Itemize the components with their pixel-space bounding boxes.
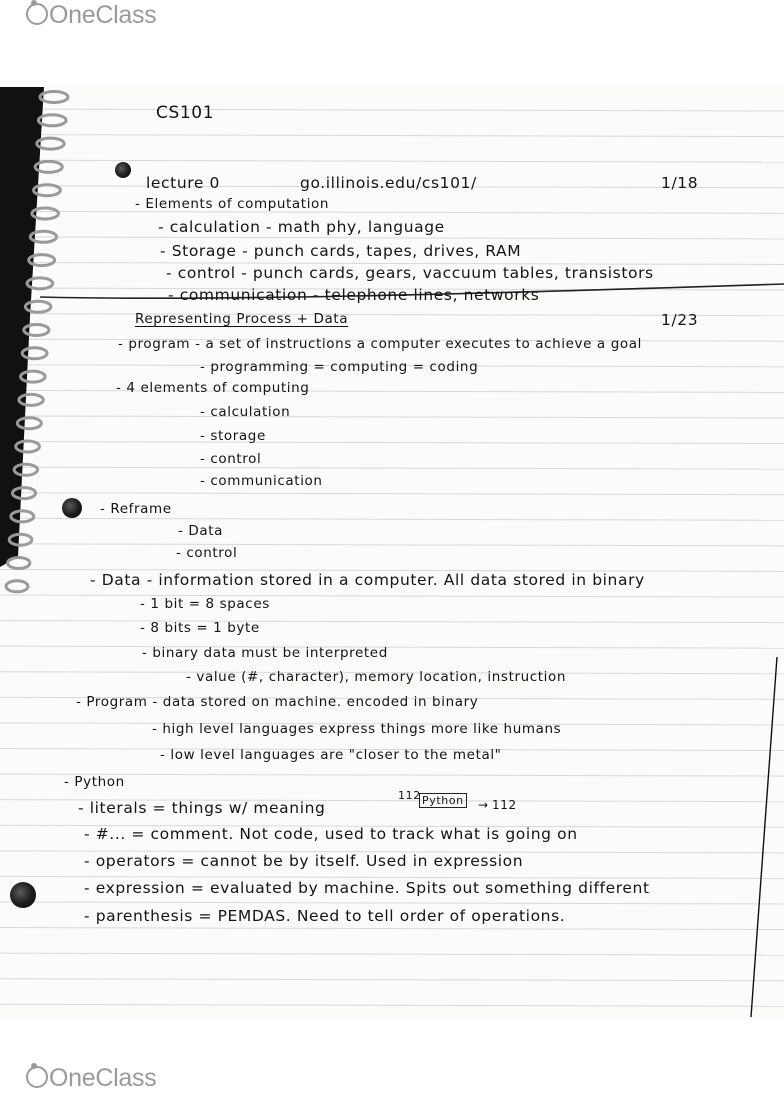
binary-line: - binary data must be interpreted bbox=[142, 645, 388, 661]
lecture0-item: - Storage - punch cards, tapes, drives, RAM bbox=[160, 242, 522, 260]
ruled-line bbox=[0, 211, 784, 213]
lecture0-item: - control - punch cards, gears, vaccuum tables, transistors bbox=[166, 264, 654, 282]
ruled-line bbox=[0, 467, 784, 469]
ruled-line bbox=[0, 544, 784, 546]
spiral-ring bbox=[37, 138, 64, 149]
bit-line: - 1 bit = 8 spaces bbox=[140, 596, 270, 612]
low-level-line: - low level languages are "closer to the metal" bbox=[160, 747, 502, 763]
expression-line: - expression = evaluated by machine. Spits out something different bbox=[84, 879, 650, 897]
course-title: CS101 bbox=[156, 103, 215, 123]
ruled-line bbox=[0, 109, 784, 111]
punch-hole-middle bbox=[62, 498, 82, 518]
element-item: - communication bbox=[200, 473, 323, 489]
literal-example-output: 112 bbox=[492, 798, 517, 812]
operators-line: - operators = cannot be by itself. Used in expression bbox=[84, 852, 524, 870]
oneclass-logo-icon bbox=[26, 1066, 48, 1088]
element-item: - calculation bbox=[200, 404, 291, 420]
ruled-line bbox=[0, 160, 784, 162]
literals-line: - literals = things w/ meaning bbox=[78, 799, 326, 817]
element-item: - control bbox=[200, 451, 262, 467]
lecture0-url: go.illinois.edu/cs101/ bbox=[300, 174, 477, 192]
brand-text-bottom: OneClass bbox=[49, 1064, 157, 1092]
four-elements-heading: - 4 elements of computing bbox=[116, 380, 310, 396]
page-edge-line bbox=[751, 657, 777, 1017]
python-box: Python bbox=[419, 793, 467, 808]
lecture0-date: 1/18 bbox=[661, 174, 699, 192]
literal-example-box bbox=[419, 794, 467, 807]
spiral-ring bbox=[35, 161, 62, 172]
ruled-line bbox=[0, 1004, 784, 1006]
program-line: - Program - data stored on machine. encoded in binary bbox=[76, 694, 479, 710]
ruled-line bbox=[0, 442, 784, 444]
bits-line: - 8 bits = 1 byte bbox=[140, 620, 260, 636]
python-heading: - Python bbox=[64, 774, 125, 790]
reframe-item: - control bbox=[176, 545, 238, 561]
spiral-ring bbox=[38, 115, 66, 126]
ruled-line bbox=[0, 621, 784, 623]
spiral-ring bbox=[6, 581, 28, 592]
spiral-binding bbox=[0, 87, 70, 1017]
ruled-line bbox=[0, 135, 784, 137]
binding-edge bbox=[0, 87, 44, 567]
lecture0-heading: - Elements of computation bbox=[135, 196, 330, 212]
literal-example-input: 112 bbox=[398, 789, 421, 802]
ruled-line bbox=[0, 928, 784, 930]
lecture0-title: lecture 0 bbox=[146, 174, 221, 192]
parenthesis-line: - parenthesis = PEMDAS. Need to tell order of operations. bbox=[84, 907, 566, 925]
brand-text-top: OneClass bbox=[49, 1, 157, 29]
punch-hole-bottom bbox=[10, 882, 36, 908]
ruled-line bbox=[0, 595, 784, 597]
oneclass-logo-bottom bbox=[26, 1064, 156, 1093]
oneclass-logo-icon bbox=[26, 3, 48, 25]
lecture0-item: - communication - telephone lines, networks bbox=[168, 286, 540, 304]
spiral-ring bbox=[8, 558, 30, 569]
high-level-line: - high level languages express things more like humans bbox=[152, 721, 562, 737]
programming-line: - programming = computing = coding bbox=[200, 359, 479, 375]
lecture1-date: 1/23 bbox=[661, 311, 699, 329]
ruled-line bbox=[0, 902, 784, 904]
element-item: - storage bbox=[200, 428, 266, 444]
literal-example-arrow: → bbox=[478, 798, 489, 812]
oneclass-logo-top bbox=[26, 1, 156, 30]
punch-hole-top bbox=[115, 162, 131, 178]
ruled-line bbox=[0, 953, 784, 955]
reframe-item: - Data bbox=[178, 523, 223, 539]
data-definition: - Data - information stored in a computer. All data stored in binary bbox=[90, 571, 645, 589]
ruled-line bbox=[0, 493, 784, 495]
comment-line: - #... = comment. Not code, used to track what is going on bbox=[84, 825, 578, 843]
ruled-line bbox=[0, 416, 784, 418]
reframe-heading: - Reframe bbox=[100, 501, 172, 517]
program-definition: - program - a set of instructions a computer executes to achieve a goal bbox=[118, 336, 642, 352]
ruled-line bbox=[0, 237, 784, 239]
notebook-page bbox=[0, 87, 784, 1017]
ruled-line bbox=[0, 979, 784, 981]
spiral-ring bbox=[40, 92, 68, 103]
lecture0-item: - calculation - math phy, language bbox=[158, 218, 445, 236]
lecture1-title: Representing Process + Data bbox=[135, 311, 349, 327]
ruled-line bbox=[0, 646, 784, 648]
value-line: - value (#, character), memory location, instruction bbox=[186, 669, 567, 685]
ruled-line bbox=[0, 518, 784, 520]
